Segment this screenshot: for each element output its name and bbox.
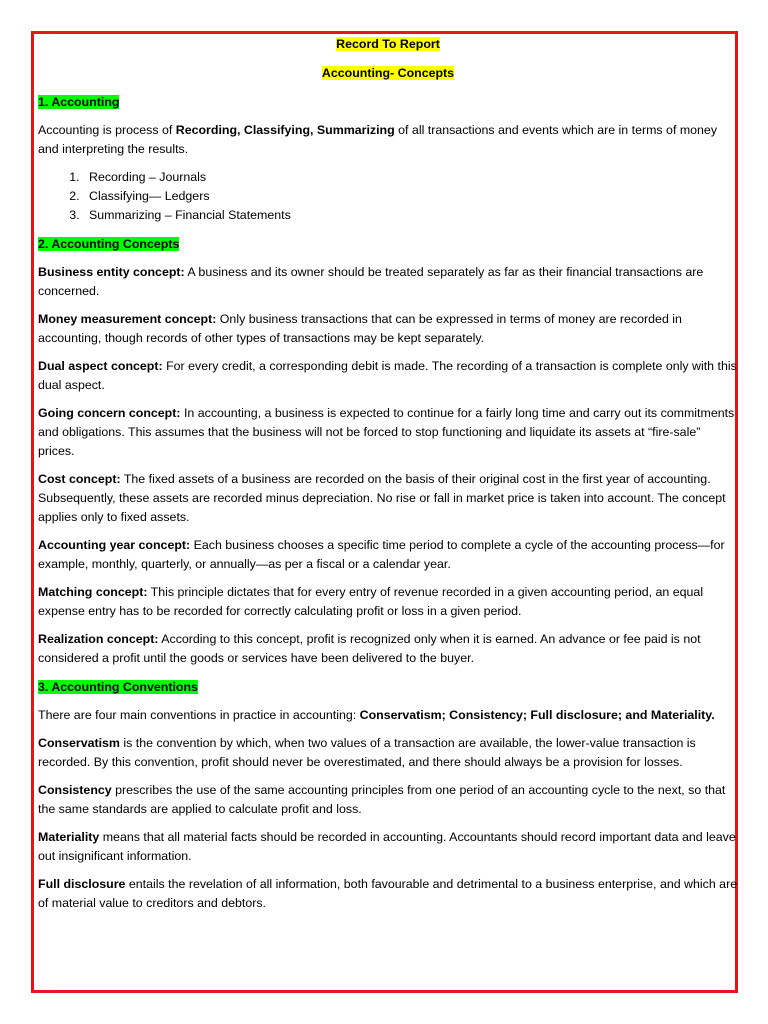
convention-term: Full disclosure <box>38 877 126 891</box>
section-3-heading-line <box>38 678 738 697</box>
concept-paragraph <box>38 404 738 461</box>
concept-text: For every credit, a corresponding debit is made. The recording of a transaction is complete only with this dual aspect. <box>38 359 737 392</box>
convention-paragraph <box>38 734 738 772</box>
concept-text: Each business chooses a specific time period to complete a cycle of the accounting process—for example, monthly, quarterly, or annually—as per a fiscal or a calendar year. <box>38 538 725 571</box>
convention-term: Conservatism <box>38 736 120 750</box>
concept-text: In accounting, a business is expected to continue for a fairly long time and carry out its commitments and obligations. This assumes that the business will not be forced to stop functioning and liquidate its assets at “fire-sale” prices. <box>38 406 735 458</box>
concept-paragraph <box>38 357 738 395</box>
concept-term: Going concern concept: <box>38 406 181 420</box>
section-3-intro-bold: Conservatism; Consistency; Full disclosure; and Materiality. <box>359 708 715 722</box>
concept-paragraph <box>38 310 738 348</box>
concept-text: This principle dictates that for every entry of revenue recorded in a given accounting period, an equal expense entry has to be recorded for correctly calculating profit or loss in a given period. <box>38 585 704 618</box>
document-title-line <box>38 35 738 54</box>
section-1-heading: 1. Accounting <box>38 95 120 109</box>
document-subtitle-line <box>38 64 738 83</box>
concept-term: Business entity concept: <box>38 265 185 279</box>
concept-term: Realization concept: <box>38 632 159 646</box>
convention-paragraph <box>38 828 738 866</box>
list-item: 3. Summarizing – Financial Statements <box>83 206 738 225</box>
section-3-heading: 3. Accounting Conventions <box>38 680 198 694</box>
concept-term: Cost concept: <box>38 472 121 486</box>
convention-text: means that all material facts should be recorded in accounting. Accountants should record important data and leave out insignificant information. <box>38 830 736 863</box>
concept-text: A business and its owner should be treated separately as far as their financial transactions are concerned. <box>38 265 704 298</box>
concept-paragraph <box>38 630 738 668</box>
concept-term: Dual aspect concept: <box>38 359 163 373</box>
concept-paragraph <box>38 536 738 574</box>
accounting-steps-list <box>38 168 738 225</box>
convention-paragraph <box>38 781 738 819</box>
convention-paragraph <box>38 875 738 913</box>
document-content <box>38 35 738 913</box>
convention-text: entails the revelation of all information, both favourable and detrimental to a business enterprise, and which are of material value to creditors and debtors. <box>38 877 738 910</box>
section-3-intro-pre: There are four main conventions in practice in accounting: <box>38 708 360 722</box>
concept-text: According to this concept, profit is recognized only when it is earned. An advance or fee paid is not considered a profit until the goods or services have been delivered to the buyer. <box>38 632 701 665</box>
concept-text: Only business transactions that can be expressed in terms of money are recorded in accounting, though records of other types of transactions may be kept separately. <box>38 312 682 345</box>
convention-term: Materiality <box>38 830 100 844</box>
section-1-intro <box>38 121 738 159</box>
section-1-intro-post: of all transactions and events which are in terms of money and interpreting the results. <box>38 123 718 156</box>
list-item: 1. Recording – Journals <box>83 168 738 187</box>
concept-paragraph <box>38 583 738 621</box>
section-1-intro-pre: Accounting is process of <box>38 123 176 137</box>
concept-term: Money measurement concept: <box>38 312 217 326</box>
list-item: 2. Classifying— Ledgers <box>83 187 738 206</box>
section-1-heading-line <box>38 93 738 112</box>
concept-paragraph <box>38 470 738 527</box>
concept-paragraph <box>38 263 738 301</box>
convention-text: prescribes the use of the same accounting principles from one period of an accounting cycle to the next, so that the same standards are applied to calculate profit and loss. <box>38 783 726 816</box>
section-3-intro <box>38 706 738 725</box>
document-title: Record To Report <box>336 37 440 51</box>
convention-text: is the convention by which, when two values of a transaction are available, the lower-value transaction is recorded. By this convention, profit should never be overestimated, and there should always be a provision for losses. <box>38 736 696 769</box>
concept-text: The fixed assets of a business are recorded on the basis of their original cost in the first year of accounting. Subsequently, these assets are recorded minus depreciation. No rise or fall in market price is taken into account. The concept applies only to fixed assets. <box>38 472 726 524</box>
document-subtitle: Accounting- Concepts <box>321 66 455 80</box>
section-1-intro-bold: Recording, Classifying, Summarizing <box>175 123 395 137</box>
concept-term: Accounting year concept: <box>38 538 191 552</box>
section-2-heading-line <box>38 235 738 254</box>
convention-term: Consistency <box>38 783 112 797</box>
section-2-heading: 2. Accounting Concepts <box>38 237 180 251</box>
concept-term: Matching concept: <box>38 585 148 599</box>
